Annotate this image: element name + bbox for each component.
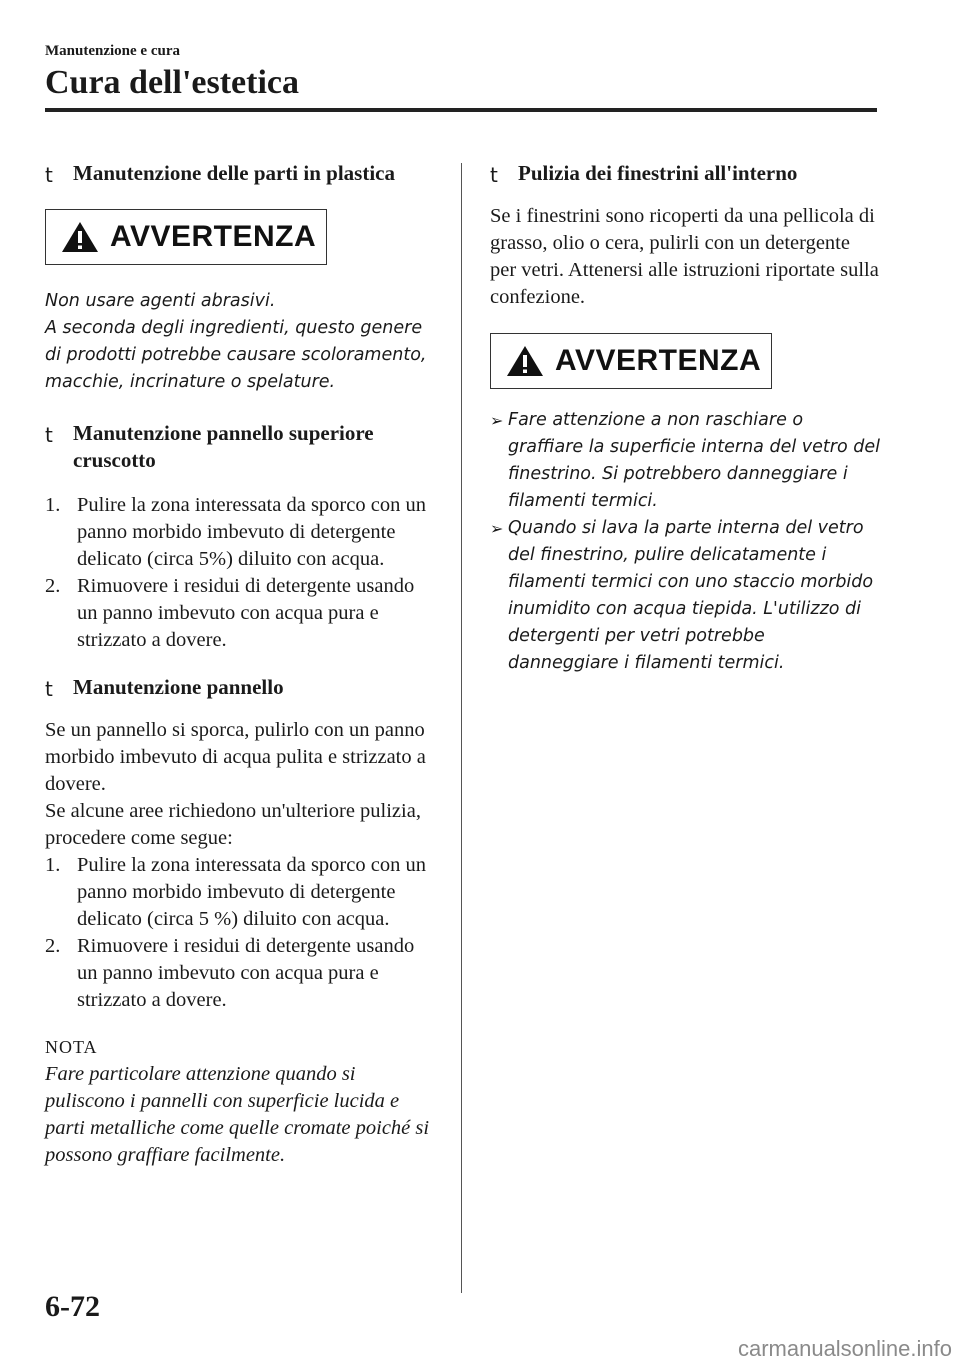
warning-bullets (490, 407, 880, 677)
page-title: Cura dell'estetica (45, 64, 299, 101)
section-heading-plastica: t Manutenzione delle parti in plastica (45, 161, 395, 187)
arrow-bullet-icon: ➢ (490, 411, 504, 430)
list-item: 1. Pulire la zona interessata da sporco con un panno morbido imbevuto di detergente delicato (circa 5 %) diluito con acqua. (45, 854, 426, 930)
section-marker-icon: t (45, 163, 53, 187)
section-marker-icon: t (490, 163, 498, 187)
warning-label: AVVERTENZA (110, 220, 317, 253)
header-rule (45, 108, 877, 112)
right-column (490, 160, 880, 677)
column-divider (461, 163, 462, 1293)
section-heading-finestrini: t Pulizia dei finestrini all'interno (490, 161, 798, 187)
warning-line: Non usare agenti abrasivi. A seconda degli ingredienti, questo genere di prodotti potrebbe causare scoloramento, macchie, incrinature o spelature. (45, 291, 427, 392)
warning-triangle-icon (60, 220, 100, 254)
list-item: ➢ Fare attenzione a non raschiare o graffiare la superficie interna del vetro del finestrino. Si potrebbero danneggiare i filamenti termici. (490, 407, 880, 515)
page-header (45, 42, 877, 104)
warning-text-plastica (45, 288, 437, 396)
warning-box-finestrini (490, 333, 880, 389)
section-marker-icon: t (45, 677, 53, 701)
steps-cruscotto (45, 492, 437, 654)
section-marker-icon: t (45, 423, 53, 447)
list-item: 1. Pulire la zona interessata da sporco con un panno morbido imbevuto di detergente delicato (circa 5%) diluito con acqua. (45, 494, 426, 570)
chapter-title: Manutenzione e cura (45, 43, 180, 59)
list-item: 2. Rimuovere i residui di detergente usando un panno imbevuto con acqua pura e strizzato a dovere. (45, 575, 415, 651)
page-number: 6-72 (45, 1290, 100, 1323)
body-finestrini: Se i finestrini sono ricoperti da una pellicola di grasso, olio o cera, pulirli con un detergente per vetri. Attenersi alle istruzioni riportate sulla confezione. (490, 205, 879, 308)
list-item: ➢ Quando si lava la parte interna del vetro del finestrino, pulire delicatamente i filamenti termici con uno staccio morbido inumidito con acqua tiepida. L'utilizzo di detergenti per vetri potrebbe danneggiare i filamenti termici. (490, 515, 880, 677)
note-label: NOTA (45, 1037, 98, 1057)
warning-box-plastica (45, 209, 437, 265)
left-column (45, 160, 437, 1169)
arrow-bullet-icon: ➢ (490, 519, 504, 538)
section-heading-pannello: t Manutenzione pannello (45, 675, 284, 701)
warning-label: AVVERTENZA (555, 344, 762, 377)
section-heading-cruscotto: t Manutenzione pannello superiore cruscotto (45, 421, 374, 472)
intro-pannello: Se un pannello si sporca, pulirlo con un panno morbido imbevuto di acqua pulita e strizzato a dovere. Se alcune aree richiedono un'ulteriore pulizia, procedere come segue: (45, 719, 426, 849)
watermark: carmanualsonline.info (737, 1336, 952, 1361)
steps-pannello (45, 852, 437, 1014)
note-text: Fare particolare attenzione quando si puliscono i pannelli con superficie lucida e parti metalliche come quelle cromate poiché si possono graffiare facilmente. (45, 1063, 430, 1166)
warning-triangle-icon (505, 344, 545, 378)
list-item: 2. Rimuovere i residui di detergente usando un panno imbevuto con acqua pura e strizzato a dovere. (45, 935, 415, 1011)
